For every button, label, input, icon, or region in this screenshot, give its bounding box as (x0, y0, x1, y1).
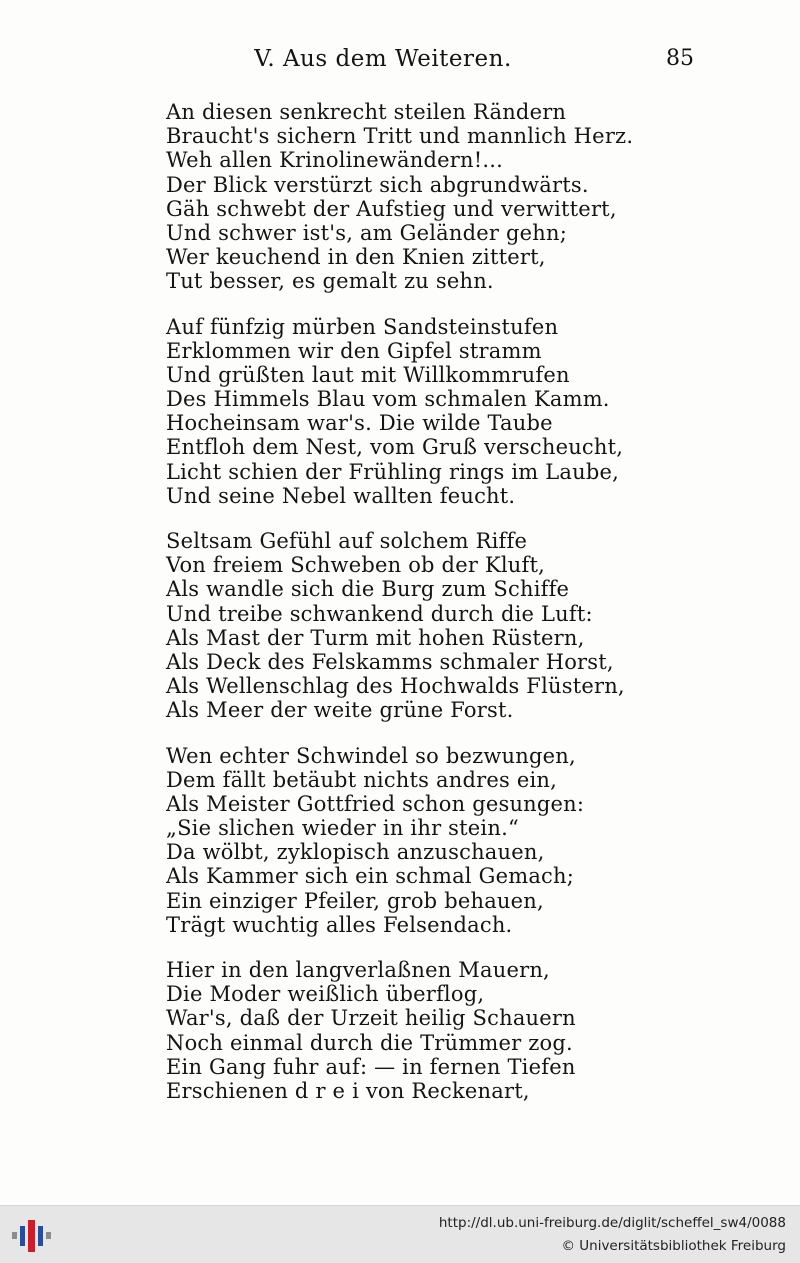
poem (166, 100, 646, 1124)
poem-line: Entfloh dem Nest, vom Gruß verscheucht, (166, 435, 624, 460)
poem-line: Gäh schwebt der Aufstieg und verwittert, (166, 196, 617, 221)
poem-line: Noch einmal durch die Trümmer zog. (166, 1030, 573, 1055)
copyright-notice: © Universitätsbibliothek Freiburg (561, 1238, 786, 1254)
poem-line: Und schwer ist's, am Geländer gehn; (166, 220, 568, 245)
poem-line: Da wölbt, zyklopisch anzuschauen, (166, 840, 545, 865)
poem-line: Als Kammer sich ein schmal Gemach; (166, 864, 574, 889)
poem-line: Trägt wuchtig alles Felsendach. (166, 912, 513, 937)
poem-line: Hier in den langverlaßnen Mauern, (166, 958, 550, 982)
running-title: V. Aus dem Weiteren. (254, 46, 512, 72)
poem-line: Dem fällt betäubt nichts andres ein, (166, 767, 557, 792)
poem-line: Auf fünfzig mürben Sandsteinstufen (166, 314, 559, 339)
poem-line: Als Meister Gottfried schon gesungen: (166, 791, 585, 816)
stanza (166, 315, 646, 509)
poem-line: Ein Gang fuhr auf: — in fernen Tiefen (166, 1054, 576, 1079)
poem-line: Und grüßten laut mit Willkommrufen (166, 362, 570, 387)
poem-line: „Sie slichen wieder in ihr stein.“ (166, 816, 519, 841)
page-number: 85 (666, 46, 694, 71)
poem-line: Als Deck des Felskamms schmaler Horst, (166, 649, 614, 674)
ub-freiburg-logo-icon (10, 1212, 54, 1258)
poem-line: Als Mast der Turm mit hohen Rüstern, (166, 625, 585, 650)
poem-line: Erschienen d r e i von Reckenart, (166, 1078, 530, 1103)
poem-line: Seltsam Gefühl auf solchem Riffe (166, 529, 528, 553)
poem-line: Und treibe schwankend durch die Luft: (166, 601, 593, 626)
poem-line: Als Meer der weite grüne Forst. (166, 698, 514, 723)
poem-line: An diesen senkrecht steilen Rändern (166, 100, 567, 124)
stanza (166, 958, 646, 1103)
page-header (0, 46, 800, 86)
poem-line: Licht schien der Frühling rings im Laube, (166, 459, 620, 484)
poem-line: Die Moder weißlich überflog, (166, 982, 485, 1007)
stanza (166, 100, 646, 294)
poem-line: Hocheinsam war's. Die wilde Taube (166, 411, 553, 436)
poem-line: Und seine Nebel wallten feucht. (166, 483, 516, 508)
poem-line: Wer keuchend in den Knien zittert, (166, 245, 546, 270)
poem-line: Ein einziger Pfeiler, grob behauen, (166, 888, 544, 913)
poem-line: Der Blick verstürzt sich abgrundwärts. (166, 172, 589, 197)
poem-line: Als Wellenschlag des Hochwalds Flüstern, (166, 674, 625, 699)
viewer-footer (0, 1205, 800, 1263)
source-url[interactable]: http://dl.ub.uni-freiburg.de/diglit/scheffel_sw4/0088 (438, 1215, 786, 1231)
poem-line: Braucht's sichern Tritt und mannlich Herz. (166, 124, 634, 149)
stanza (166, 744, 646, 938)
poem-line: Des Himmels Blau vom schmalen Kamm. (166, 387, 610, 412)
poem-line: Von freiem Schweben ob der Kluft, (166, 553, 545, 578)
poem-line: Erklommen wir den Gipfel stramm (166, 338, 542, 363)
stanza (166, 529, 646, 723)
poem-line: War's, daß der Urzeit heilig Schauern (166, 1006, 576, 1031)
poem-line: Wen echter Schwindel so bezwungen, (166, 743, 576, 768)
poem-line: Weh allen Krinolinewändern!... (166, 148, 503, 173)
poem-line: Tut besser, es gemalt zu sehn. (166, 269, 494, 294)
poem-line: Als wandle sich die Burg zum Schiffe (166, 577, 570, 602)
